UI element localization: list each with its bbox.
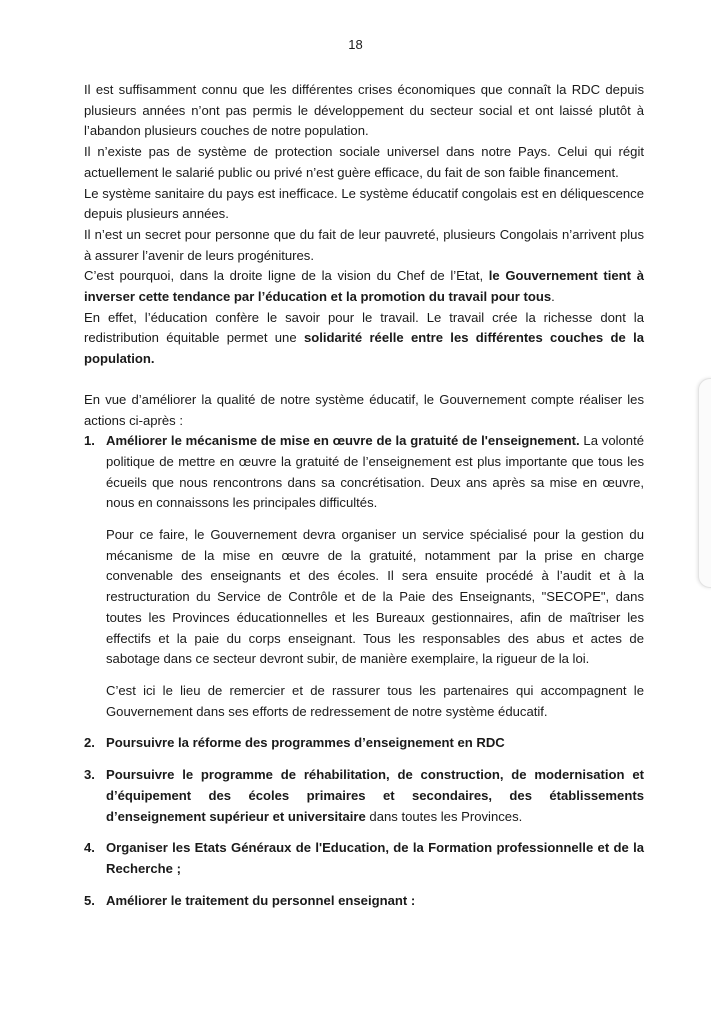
- list-item-number: 2.: [84, 735, 95, 751]
- intro-paragraph-4: Il n’est un secret pour personne que du fait de leur pauvreté, plusieurs Congolais n’arrivent plus à assurer l’avenir de leurs progénitures.: [84, 226, 644, 263]
- intro-paragraph-6-emphasis: solidarité réelle entre les différentes couches de la population.: [84, 330, 644, 367]
- intro-paragraph-5: [84, 266, 644, 307]
- intro-paragraph-5-end: .: [551, 289, 555, 305]
- list-item-text: [106, 838, 644, 879]
- side-panel-handle[interactable]: [698, 378, 711, 588]
- list-item-text: [106, 733, 644, 754]
- list-item-text: [106, 891, 644, 912]
- list-item-body: dans toutes les Provinces.: [365, 808, 523, 824]
- intro-paragraph-2: Il n’existe pas de système de protection sociale universel dans notre Pays. Celui qui régit actuellement le salarié public ou privé n’est guère efficace, du fait de son faible financement.: [84, 144, 644, 180]
- list-item-title: Organiser les Etats Généraux de l'Education, de la Formation professionnelle et de la Recherche ;: [106, 840, 644, 876]
- intro-paragraph-5-emphasis: le Gouvernement tient à inverser cette tendance par l’éducation et la promotion du travail pour tous: [84, 268, 644, 305]
- actions-list: [84, 431, 644, 911]
- list-item-paragraph: C’est ici le lieu de remercier et de rassurer tous les partenaires qui accompagnent le Gouvernement dans ses efforts de redressement de notre système éducatif.: [106, 682, 644, 719]
- list-item-text: [106, 765, 644, 827]
- list-item-text: [106, 431, 644, 514]
- list-item-body: La volonté politique de mettre en œuvre la gratuité de l’enseignement est plus importante que tous les écueils que nous rencontrons dans sa concrétisation. Deux ans après sa mise en œuvre, nous en connaissons les principales difficultés.: [106, 433, 645, 511]
- list-item-number: 3.: [84, 767, 95, 783]
- list-item: [84, 431, 644, 722]
- list-item-paragraph: Pour ce faire, le Gouvernement devra organiser un service spécialisé pour la gestion du mécanisme de la mise en œuvre de la gratuité, notamment par la prise en charge convenable des enseignants et des écoles. Il sera ensuite procédé à l’audit et à la restructuration du Service de Contrôle et de la Paie des Enseignants, "SECOPE", dans toutes les Provinces éducationnelles et les Bureaux gestionnaires, afin de maîtriser les effectifs et la paie du corps enseignant. Tous les responsables des abus et actes de sabotage dans ce secteur devront subir, de manière exemplaire, la rigueur de la loi.: [106, 527, 644, 667]
- list-item: [84, 765, 644, 827]
- intro-paragraph-5-lead: C’est pourquoi, dans la droite ligne de la vision du Chef de l’Etat,: [84, 268, 489, 284]
- list-item: [84, 838, 644, 879]
- list-item-number: 5.: [84, 892, 95, 908]
- list-item-number: 1.: [84, 433, 95, 449]
- intro-paragraph-1: Il est suffisamment connu que les différentes crises économiques que connaît la RDC depuis plusieurs années n’ont pas permis le développement du secteur social et ont laissé plutôt à l’abandon plusieurs couches de notre population.: [84, 82, 644, 139]
- list-item-number: 4.: [84, 840, 95, 856]
- list-item: [84, 891, 644, 912]
- intro-paragraph-6-lead: En effet, l’éducation confère le savoir pour le travail. Le travail crée la richesse dont la redistribution équitable permet une: [84, 309, 644, 346]
- page-number: 18: [348, 37, 363, 52]
- list-item-title: Poursuivre la réforme des programmes d’enseignement en RDC: [106, 735, 505, 751]
- intro-paragraph-6: [84, 308, 644, 370]
- list-item: [84, 733, 644, 754]
- list-item-title: Poursuivre le programme de réhabilitation, de construction, de modernisation et d’équipement des écoles primaires et secondaires, des établissements d’enseignement supérieur et universitaire: [106, 767, 644, 824]
- list-item-title: Améliorer le traitement du personnel enseignant :: [106, 892, 416, 908]
- actions-intro: En vue d’améliorer la qualité de notre système éducatif, le Gouvernement compte réaliser les actions ci-après :: [84, 391, 644, 428]
- list-item-title: Améliorer le mécanisme de mise en œuvre de la gratuité de l'enseignement.: [106, 433, 580, 449]
- document-body: [84, 80, 644, 911]
- intro-paragraph-3: Le système sanitaire du pays est inefficace. Le système éducatif congolais est en déliquescence depuis plusieurs années.: [84, 185, 644, 222]
